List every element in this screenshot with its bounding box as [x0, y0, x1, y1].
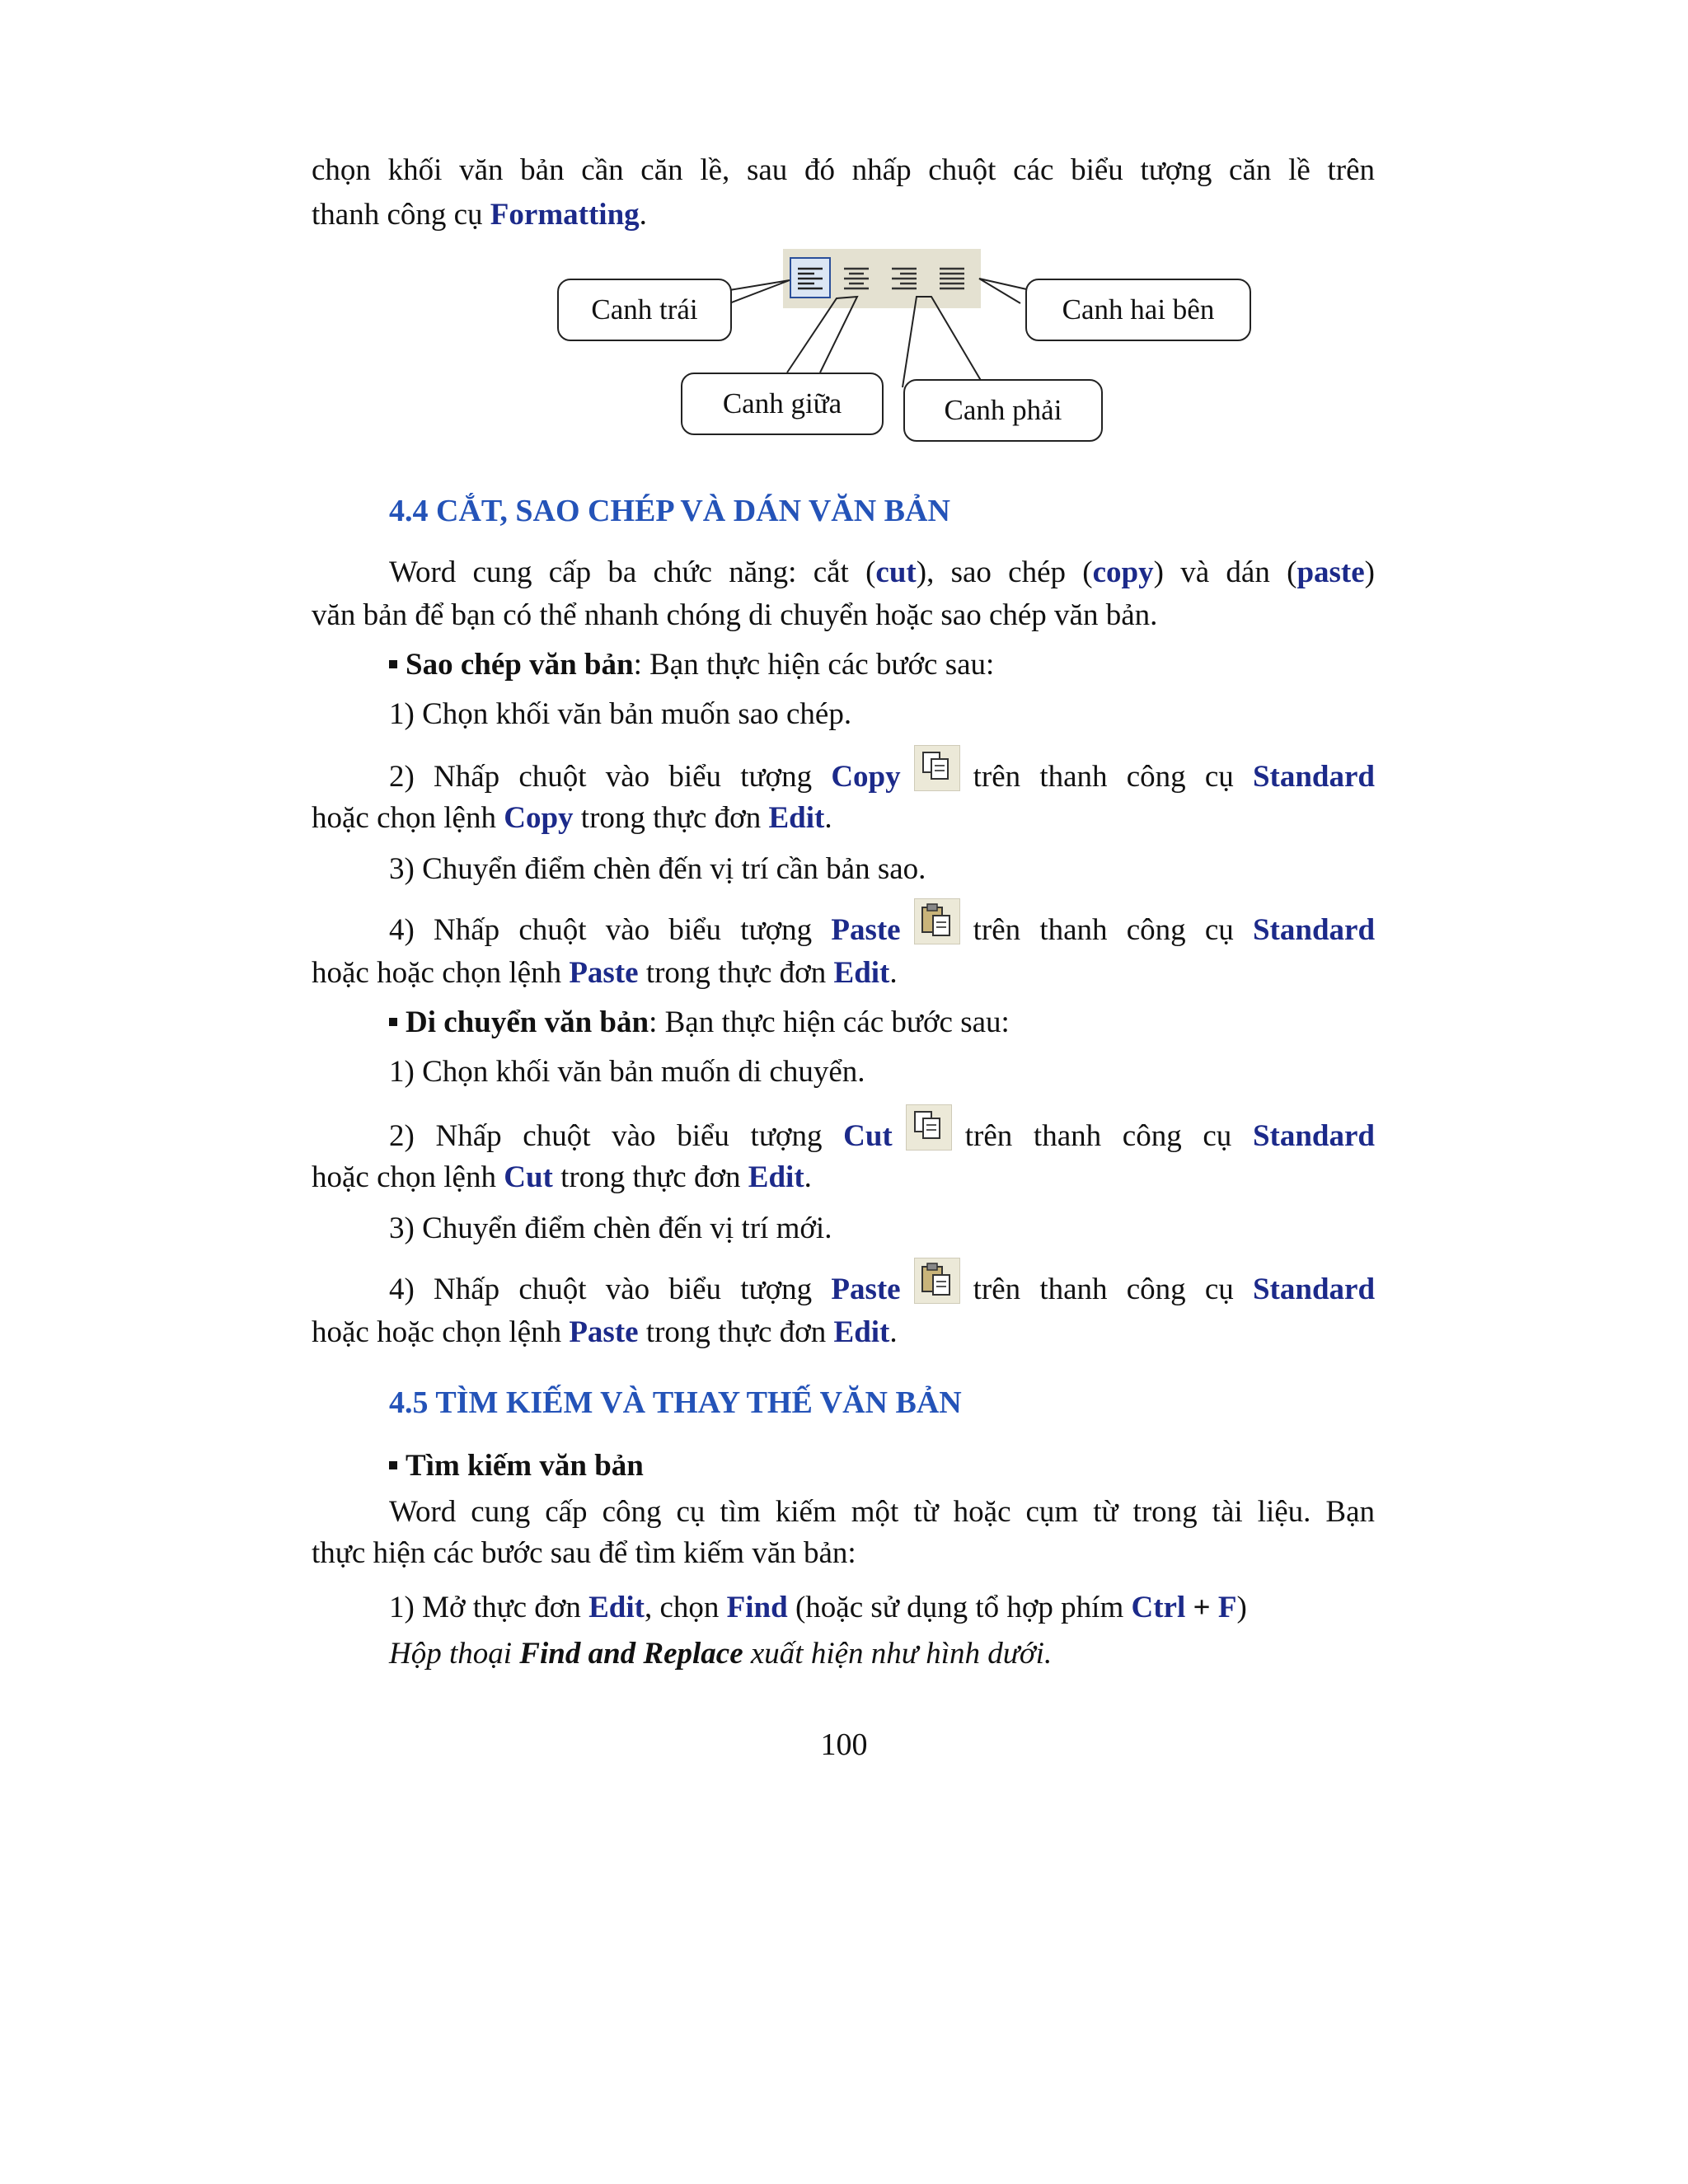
step-text: trên thanh công cụ	[973, 913, 1234, 947]
section-4-4-para-line-1	[389, 551, 1375, 595]
cut-icon[interactable]	[906, 1104, 952, 1151]
paste-keyword: Paste	[569, 956, 639, 990]
step-text: trong thực đơn	[580, 801, 762, 835]
note-text: Hộp thoại	[389, 1637, 513, 1671]
paste-keyword: Paste	[831, 913, 901, 947]
callout-align-left-label: Canh trái	[591, 293, 698, 326]
paste-keyword: Paste	[569, 1315, 639, 1349]
note-text: xuất hiện như hình dưới.	[750, 1637, 1053, 1671]
move-step-4-line-2: hoặc hoặc chọn lệnh Paste trong thực đơn Edit.	[312, 1315, 898, 1349]
find-step-1	[389, 1586, 1375, 1630]
step-text: trong thực đơn	[560, 1160, 741, 1194]
edit-keyword: Edit	[833, 956, 890, 990]
edit-keyword: Edit	[768, 801, 825, 835]
copy-step-4-line-1	[389, 908, 1375, 956]
paste-icon[interactable]	[914, 898, 960, 944]
copy-keyword: Copy	[831, 760, 901, 794]
paste-keyword: Paste	[831, 1272, 901, 1306]
callout-align-right	[903, 379, 1103, 442]
f-keyword: F	[1217, 1591, 1237, 1624]
para-text: thực hiện các bước sau để tìm kiếm văn bản:	[312, 1536, 856, 1570]
cut-keyword: Cut	[504, 1160, 553, 1194]
copy-keyword: Copy	[504, 801, 574, 835]
step-text: hoặc hoặc chọn lệnh	[312, 956, 562, 990]
copy-step-3	[389, 847, 1375, 892]
section-4-5-heading: 4.5 TÌM KIẾM VÀ THAY THẾ VĂN BẢN	[389, 1385, 962, 1420]
callout-align-left	[557, 279, 732, 341]
copy-icon[interactable]	[914, 745, 960, 791]
step-text: 3) Chuyển điểm chèn đến vị trí mới.	[389, 1212, 832, 1245]
step-text: hoặc hoặc chọn lệnh	[312, 1315, 562, 1349]
copy-subheading-bold: Sao chép văn bản	[406, 648, 634, 682]
standard-keyword: Standard	[1252, 913, 1376, 947]
move-subheading	[389, 1001, 1375, 1045]
step-text: 1) Chọn khối văn bản muốn sao chép.	[389, 697, 852, 731]
move-step-4-line-1	[389, 1268, 1375, 1315]
copy-subheading	[389, 643, 1375, 687]
page-number: 100	[820, 1727, 868, 1762]
section-4-4-para-line-2	[312, 593, 1375, 638]
intro-line-2-text: thanh công cụ	[312, 198, 483, 232]
move-subheading-rest: : Bạn thực hiện các bước sau:	[649, 1005, 1010, 1039]
copy-subheading-rest: : Bạn thực hiện các bước sau:	[633, 648, 995, 682]
copy-step-2-line-2: hoặc chọn lệnh Copy trong thực đơn Edit.	[312, 801, 832, 835]
copy-step-1	[389, 692, 1375, 737]
find-subheading	[389, 1444, 1375, 1488]
paste-icon[interactable]	[914, 1258, 960, 1304]
bullet-icon	[389, 660, 397, 668]
plus-sign: +	[1193, 1591, 1211, 1624]
section-4-5-para-line-2	[312, 1531, 1375, 1576]
step-text: trong thực đơn	[645, 956, 827, 990]
standard-keyword: Standard	[1252, 760, 1375, 794]
find-subheading-bold: Tìm kiếm văn bản	[406, 1449, 644, 1483]
paste-keyword: paste	[1296, 555, 1365, 589]
ctrl-keyword: Ctrl	[1131, 1591, 1186, 1624]
callout-align-justify	[1025, 279, 1251, 341]
step-text: trong thực đơn	[645, 1315, 827, 1349]
edit-keyword: Edit	[588, 1591, 645, 1624]
step-text: )	[1236, 1591, 1247, 1624]
move-step-1	[389, 1050, 1375, 1094]
callout-align-right-label: Canh phải	[944, 394, 1062, 426]
standard-keyword: Standard	[1252, 1119, 1375, 1153]
para-text: Word cung cấp ba chức năng: cắt (	[389, 555, 876, 589]
move-step-3	[389, 1207, 1375, 1251]
copy-step-4-line-2: hoặc hoặc chọn lệnh Paste trong thực đơn Edit.	[312, 956, 898, 990]
para-text: ), sao chép (	[916, 555, 1093, 589]
callout-align-center-label: Canh giữa	[722, 387, 842, 419]
intro-line-1-text: chọn khối văn bản cần căn lề, sau đó nhấp chuột các biểu tượng căn lề trên	[312, 153, 1375, 187]
edit-keyword: Edit	[833, 1315, 890, 1349]
standard-keyword: Standard	[1252, 1272, 1376, 1306]
step-text: trên thanh công cụ	[973, 760, 1234, 794]
edit-keyword: Edit	[748, 1160, 804, 1194]
formatting-keyword: Formatting	[490, 198, 640, 232]
step-text: , chọn	[644, 1591, 720, 1624]
move-step-2-line-1	[389, 1114, 1375, 1162]
move-step-2-line-2: hoặc chọn lệnh Cut trong thực đơn Edit.	[312, 1160, 812, 1194]
cut-keyword: cut	[875, 555, 917, 589]
section-4-5-para-line-1	[389, 1490, 1375, 1535]
step-text: 4) Nhấp chuột vào biểu tượng	[389, 1272, 813, 1306]
step-text: (hoặc sử dụng tổ hợp phím	[795, 1591, 1124, 1624]
callout-align-justify-label: Canh hai bên	[1062, 293, 1215, 326]
section-4-4-heading: 4.4 CẮT, SAO CHÉP VÀ DÁN VĂN BẢN	[389, 494, 950, 528]
para-text: )	[1364, 555, 1375, 589]
find-keyword: Find	[726, 1591, 788, 1624]
intro-period: .	[639, 198, 647, 232]
para-text: Word cung cấp công cụ tìm kiếm một từ hoặc cụm từ trong tài liệu. Bạn	[389, 1495, 1375, 1529]
move-subheading-bold: Di chuyển văn bản	[406, 1005, 649, 1039]
step-text: 2) Nhấp chuột vào biểu tượng	[389, 760, 813, 794]
step-text: 2) Nhấp chuột vào biểu tượng	[389, 1119, 823, 1153]
step-text: trên thanh công cụ	[973, 1272, 1234, 1306]
step-text: trên thanh công cụ	[964, 1119, 1232, 1153]
step-text: 1) Mở thực đơn	[389, 1591, 581, 1624]
para-text: văn bản để bạn có thể nhanh chóng di chuyển hoặc sao chép văn bản.	[312, 598, 1158, 632]
cut-keyword: Cut	[843, 1119, 893, 1153]
step-text: hoặc chọn lệnh	[312, 801, 496, 835]
bullet-icon	[389, 1018, 397, 1026]
copy-keyword: copy	[1092, 555, 1154, 589]
step-text: 3) Chuyển điểm chèn đến vị trí cần bản sao.	[389, 852, 926, 886]
step-text: hoặc chọn lệnh	[312, 1160, 496, 1194]
find-note	[389, 1632, 1375, 1676]
copy-step-2-line-1	[389, 755, 1375, 803]
bullet-icon	[389, 1461, 397, 1469]
step-text: 4) Nhấp chuột vào biểu tượng	[389, 913, 813, 947]
find-and-replace-keyword: Find and Replace	[519, 1637, 743, 1671]
para-text: ) và dán (	[1153, 555, 1297, 589]
callout-align-center	[681, 373, 884, 435]
step-text: 1) Chọn khối văn bản muốn di chuyển.	[389, 1055, 865, 1089]
